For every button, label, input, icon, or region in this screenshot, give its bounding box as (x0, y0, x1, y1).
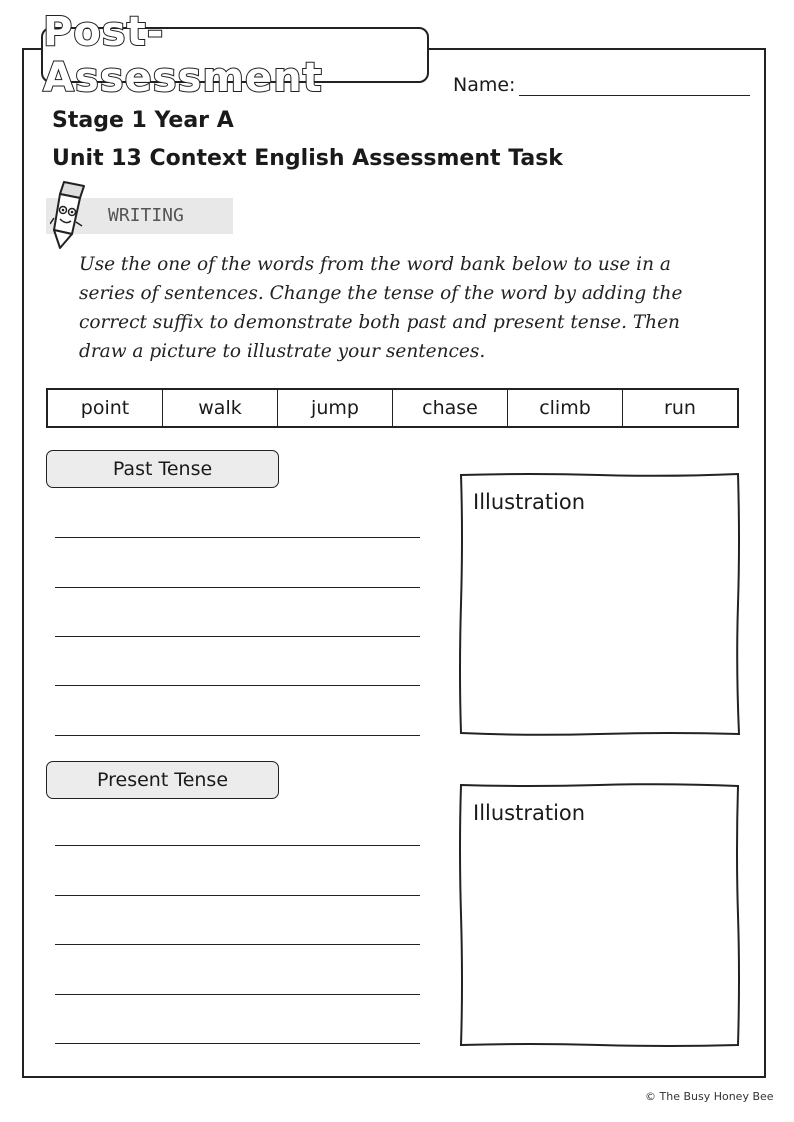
name-field[interactable] (519, 95, 750, 96)
stage-heading: Stage 1 Year A (52, 108, 234, 133)
word-bank-item: run (664, 397, 696, 419)
past-writing-line[interactable] (55, 685, 420, 686)
past-illustration-label: Illustration (473, 490, 586, 514)
word-bank-item: jump (278, 390, 393, 426)
past-writing-line[interactable] (55, 587, 420, 588)
title-banner (41, 9, 429, 101)
word-bank-item: climb (508, 390, 623, 426)
word-bank-item: chase (393, 390, 508, 426)
name-label: Name: (453, 74, 516, 96)
past-tense-heading: Past Tense (46, 450, 279, 488)
pencil-icon (50, 178, 94, 250)
present-tense-heading: Present Tense (46, 761, 279, 799)
word-bank-item: point (48, 390, 163, 426)
past-writing-line[interactable] (55, 735, 420, 736)
present-writing-line[interactable] (55, 994, 420, 995)
copyright-text: © The Busy Honey Bee (645, 1090, 774, 1103)
instructions-text: Use the one of the words from the word bank below to use in a series of sentences. Change the tense of the word by adding the correct suffix to demonstrate both past and present tense. Then draw a picture to illustrate your sentences. (79, 254, 683, 362)
unit-heading: Unit 13 Context English Assessment Task (52, 146, 563, 171)
present-illustration-label: Illustration (473, 801, 586, 825)
past-writing-line[interactable] (55, 537, 420, 538)
present-writing-line[interactable] (55, 845, 420, 846)
word-bank-item: walk (163, 390, 278, 426)
present-writing-line[interactable] (55, 944, 420, 945)
word-bank (46, 388, 739, 428)
section-label: WRITING (108, 205, 184, 226)
page-title: Post-Assessment (43, 9, 323, 101)
present-writing-line[interactable] (55, 1043, 420, 1044)
past-writing-line[interactable] (55, 636, 420, 637)
present-writing-line[interactable] (55, 895, 420, 896)
